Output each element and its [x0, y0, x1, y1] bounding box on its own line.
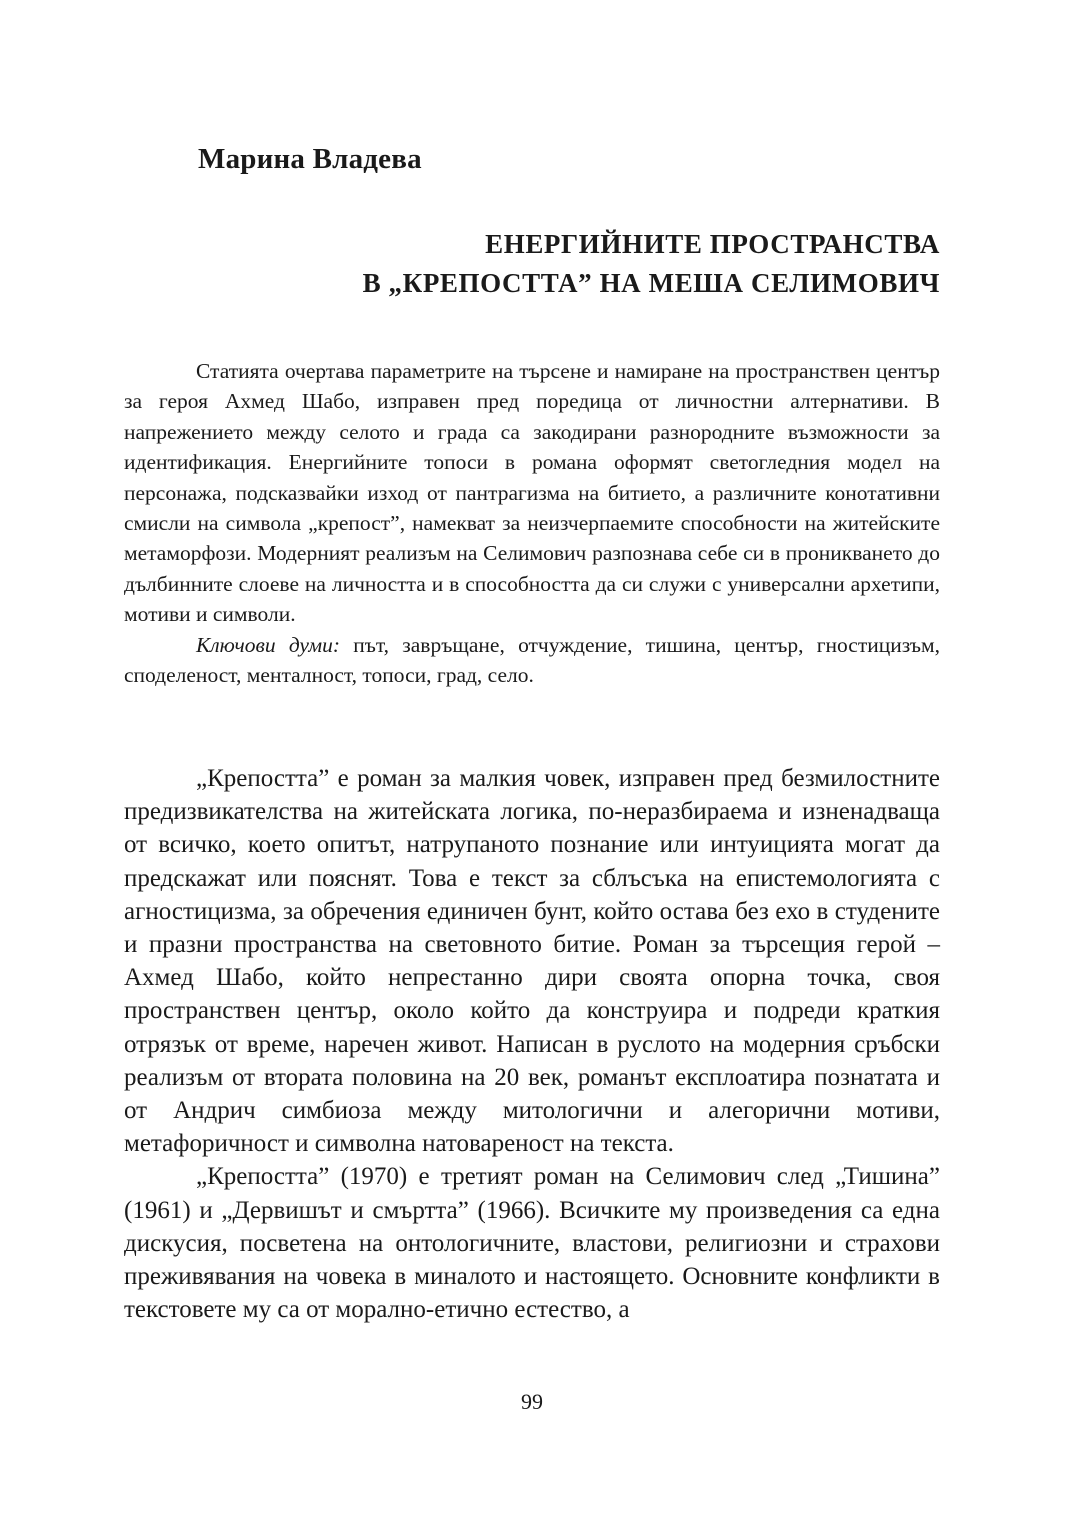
title-line-1: ЕНЕРГИЙНИТЕ ПРОСТРАНСТВА	[485, 229, 940, 259]
author-name: Марина Владева	[198, 143, 422, 175]
keywords-label: Ключови думи:	[196, 632, 341, 657]
abstract	[124, 356, 940, 690]
body-paragraph-1: „Крепостта” е роман за малкия човек, изправен пред безмилостните предизвикателства на житейската логика, по-неразбираема и изненадваща от всичко, което опитът, натрупаното познание или интуицията могат да предскажат или пояснят. Това е текст за сблъсъка на епистемологията с агностицизма, за обречения единичен бунт, който остава без ехо в студените и празни пространства на световното битие. Роман за търсещия герой – Ахмед Шабо, който непрестанно дири своята опорна точка, своя пространствен център, около който да конструира и подреди краткия отрязък от време, наречен живот. Написан в руслото на модерния сръбски реализъм от втората половина на 20 век, романът експлоатира познатата и от Андрич симбиоза между митологични и алегорични мотиви, метафоричност и символна натовареност на текста.	[124, 765, 940, 1158]
body-paragraph-2: „Крепостта” (1970) е третият роман на Селимович след „Тишина” (1961) и „Дервишът и смъртта” (1966). Всичките му произведения са една дискусия, посветена на онтологичните, властови, религиозни и страхови преживявания на човека в миналото и настоящето. Основните конфликти в текстовете му са от морално-етично естество, а	[124, 1163, 940, 1324]
article-title	[363, 225, 940, 303]
keywords	[124, 630, 940, 691]
page	[124, 0, 940, 1530]
abstract-text: Статията очертава параметрите на търсене и намиране на пространствен център за героя Ахмед Шабо, изправен пред поредица от личностни алтернативи. В напрежението между селото и града са закодирани разнородните възможности за идентификация. Енергийните топоси в романа оформят светогледния модел на персонажа, подсказвайки изход от пантрагизма на битието, а различните конотативни смисли на символа „крепост”, намекват за неизчерпаемите способности на житейските метаморфози. Модерният реализъм на Селимович разпознава себе си в проникването до дълбинните слоеве на личността и в способността да си служи с универсални архетипи, мотиви и символи.	[124, 359, 940, 627]
keywords-list: път, завръщане, отчуждение, тишина, център, гностицизъм, споделеност, менталност, топоси, град, село.	[124, 632, 940, 688]
page-number: 99	[521, 1389, 543, 1414]
title-line-2: В „КРЕПОСТТА” НА МЕША СЕЛИМОВИЧ	[362, 268, 940, 298]
article-body	[124, 762, 940, 1326]
